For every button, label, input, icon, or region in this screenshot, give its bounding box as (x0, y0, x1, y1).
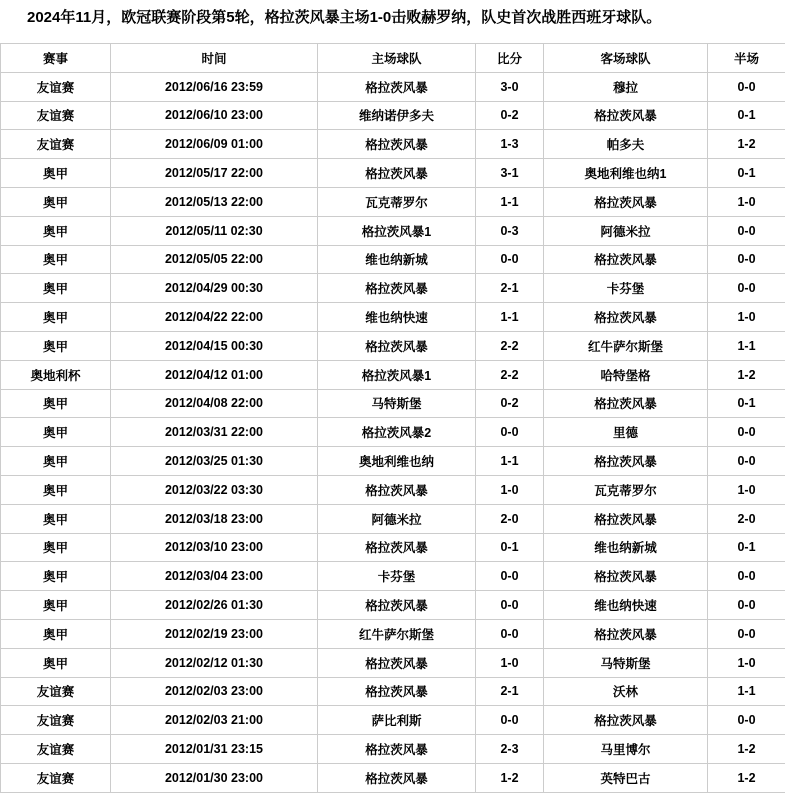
cell-home: 萨比利斯 (318, 706, 476, 735)
column-header-away-team: 客场球队 (544, 44, 708, 73)
cell-time: 2012/02/03 23:00 (111, 677, 318, 706)
match-row (1, 389, 785, 418)
cell-competition: 奥甲 (1, 533, 111, 562)
cell-competition: 奥甲 (1, 331, 111, 360)
match-row (1, 735, 785, 764)
cell-competition: 奥甲 (1, 303, 111, 332)
cell-half: 1-2 (708, 735, 785, 764)
cell-competition: 奥甲 (1, 648, 111, 677)
cell-half: 1-2 (708, 360, 785, 389)
cell-time: 2012/03/04 23:00 (111, 562, 318, 591)
cell-competition: 奥甲 (1, 389, 111, 418)
match-row (1, 331, 785, 360)
cell-score: 0-0 (476, 245, 544, 274)
cell-time: 2012/01/30 23:00 (111, 763, 318, 792)
cell-away: 马里博尔 (544, 735, 708, 764)
cell-time: 2012/02/12 01:30 (111, 648, 318, 677)
cell-score: 2-0 (476, 504, 544, 533)
cell-away: 格拉茨风暴 (544, 619, 708, 648)
cell-time: 2012/05/17 22:00 (111, 159, 318, 188)
match-row (1, 360, 785, 389)
cell-half: 1-1 (708, 677, 785, 706)
cell-time: 2012/05/05 22:00 (111, 245, 318, 274)
cell-half: 0-1 (708, 389, 785, 418)
cell-score: 2-1 (476, 677, 544, 706)
match-row (1, 447, 785, 476)
cell-competition: 奥甲 (1, 274, 111, 303)
cell-time: 2012/05/11 02:30 (111, 216, 318, 245)
cell-competition: 友谊赛 (1, 677, 111, 706)
cell-away: 帕多夫 (544, 130, 708, 159)
cell-time: 2012/04/15 00:30 (111, 331, 318, 360)
match-row (1, 677, 785, 706)
match-row (1, 562, 785, 591)
cell-away: 格拉茨风暴 (544, 101, 708, 130)
cell-time: 2012/02/19 23:00 (111, 619, 318, 648)
cell-score: 3-0 (476, 72, 544, 101)
cell-home: 卡芬堡 (318, 562, 476, 591)
cell-home: 格拉茨风暴1 (318, 216, 476, 245)
cell-competition: 奥甲 (1, 187, 111, 216)
cell-time: 2012/04/22 22:00 (111, 303, 318, 332)
column-header-time: 时间 (111, 44, 318, 73)
cell-half: 1-0 (708, 475, 785, 504)
cell-away: 格拉茨风暴 (544, 706, 708, 735)
cell-half: 1-2 (708, 130, 785, 159)
cell-away: 红牛萨尔斯堡 (544, 331, 708, 360)
cell-competition: 友谊赛 (1, 706, 111, 735)
cell-half: 1-1 (708, 331, 785, 360)
cell-competition: 奥甲 (1, 418, 111, 447)
cell-score: 1-3 (476, 130, 544, 159)
cell-home: 维纳诺伊多夫 (318, 101, 476, 130)
match-table-header (1, 44, 785, 73)
cell-half: 0-0 (708, 72, 785, 101)
cell-score: 1-1 (476, 303, 544, 332)
cell-score: 0-1 (476, 533, 544, 562)
cell-away: 格拉茨风暴 (544, 504, 708, 533)
match-row (1, 130, 785, 159)
cell-competition: 奥甲 (1, 447, 111, 476)
cell-competition: 友谊赛 (1, 735, 111, 764)
cell-home: 瓦克蒂罗尔 (318, 187, 476, 216)
cell-score: 1-2 (476, 763, 544, 792)
cell-competition: 友谊赛 (1, 101, 111, 130)
cell-time: 2012/03/10 23:00 (111, 533, 318, 562)
cell-competition: 友谊赛 (1, 130, 111, 159)
cell-score: 2-3 (476, 735, 544, 764)
cell-time: 2012/04/29 00:30 (111, 274, 318, 303)
match-row (1, 187, 785, 216)
cell-away: 哈特堡格 (544, 360, 708, 389)
cell-score: 2-2 (476, 360, 544, 389)
cell-half: 0-1 (708, 159, 785, 188)
match-results-table (0, 43, 785, 793)
cell-home: 格拉茨风暴 (318, 130, 476, 159)
match-row (1, 303, 785, 332)
cell-home: 奥地利维也纳 (318, 447, 476, 476)
cell-away: 英特巴古 (544, 763, 708, 792)
cell-half: 1-0 (708, 187, 785, 216)
cell-half: 0-1 (708, 101, 785, 130)
cell-home: 格拉茨风暴 (318, 533, 476, 562)
cell-competition: 奥甲 (1, 504, 111, 533)
cell-time: 2012/01/31 23:15 (111, 735, 318, 764)
cell-score: 0-0 (476, 418, 544, 447)
cell-away: 格拉茨风暴 (544, 187, 708, 216)
cell-away: 瓦克蒂罗尔 (544, 475, 708, 504)
cell-home: 格拉茨风暴 (318, 677, 476, 706)
match-row (1, 475, 785, 504)
cell-half: 0-0 (708, 562, 785, 591)
cell-half: 1-0 (708, 303, 785, 332)
cell-score: 0-0 (476, 562, 544, 591)
cell-score: 2-1 (476, 274, 544, 303)
cell-home: 格拉茨风暴 (318, 159, 476, 188)
cell-score: 1-1 (476, 187, 544, 216)
cell-half: 2-0 (708, 504, 785, 533)
cell-home: 阿德米拉 (318, 504, 476, 533)
cell-half: 1-2 (708, 763, 785, 792)
cell-competition: 友谊赛 (1, 72, 111, 101)
cell-half: 0-0 (708, 447, 785, 476)
cell-time: 2012/04/08 22:00 (111, 389, 318, 418)
cell-home: 维也纳快速 (318, 303, 476, 332)
match-row (1, 216, 785, 245)
cell-time: 2012/02/26 01:30 (111, 591, 318, 620)
cell-home: 格拉茨风暴 (318, 648, 476, 677)
cell-away: 维也纳新城 (544, 533, 708, 562)
match-row (1, 101, 785, 130)
match-row (1, 619, 785, 648)
cell-time: 2012/02/03 21:00 (111, 706, 318, 735)
match-row (1, 504, 785, 533)
cell-away: 格拉茨风暴 (544, 562, 708, 591)
cell-score: 0-3 (476, 216, 544, 245)
cell-time: 2012/06/16 23:59 (111, 72, 318, 101)
cell-half: 0-0 (708, 245, 785, 274)
cell-home: 红牛萨尔斯堡 (318, 619, 476, 648)
cell-half: 0-0 (708, 706, 785, 735)
cell-score: 2-2 (476, 331, 544, 360)
cell-competition: 奥甲 (1, 475, 111, 504)
header-row (1, 44, 785, 73)
cell-time: 2012/03/25 01:30 (111, 447, 318, 476)
cell-competition: 奥地利杯 (1, 360, 111, 389)
cell-score: 3-1 (476, 159, 544, 188)
cell-away: 卡芬堡 (544, 274, 708, 303)
cell-score: 0-2 (476, 389, 544, 418)
cell-home: 格拉茨风暴 (318, 763, 476, 792)
cell-score: 0-0 (476, 619, 544, 648)
cell-away: 格拉茨风暴 (544, 389, 708, 418)
column-header-half-time: 半场 (708, 44, 785, 73)
cell-score: 0-2 (476, 101, 544, 130)
cell-away: 马特斯堡 (544, 648, 708, 677)
cell-home: 格拉茨风暴 (318, 72, 476, 101)
cell-home: 格拉茨风暴 (318, 591, 476, 620)
cell-time: 2012/03/18 23:00 (111, 504, 318, 533)
match-row (1, 706, 785, 735)
cell-away: 格拉茨风暴 (544, 447, 708, 476)
cell-time: 2012/03/31 22:00 (111, 418, 318, 447)
cell-away: 沃林 (544, 677, 708, 706)
match-row (1, 245, 785, 274)
match-row (1, 159, 785, 188)
cell-home: 格拉茨风暴1 (318, 360, 476, 389)
cell-competition: 奥甲 (1, 159, 111, 188)
cell-home: 格拉茨风暴 (318, 274, 476, 303)
cell-competition: 奥甲 (1, 216, 111, 245)
cell-away: 穆拉 (544, 72, 708, 101)
match-table-body (1, 72, 785, 792)
cell-time: 2012/06/09 01:00 (111, 130, 318, 159)
page-title: 2024年11月，欧冠联赛阶段第5轮，格拉茨风暴主场1-0击败赫罗纳，队史首次战胜西班牙球队。 (0, 0, 785, 27)
cell-away: 奥地利维也纳1 (544, 159, 708, 188)
cell-home: 维也纳新城 (318, 245, 476, 274)
cell-time: 2012/06/10 23:00 (111, 101, 318, 130)
column-header-home-team: 主场球队 (318, 44, 476, 73)
cell-score: 1-0 (476, 648, 544, 677)
cell-away: 里德 (544, 418, 708, 447)
match-row (1, 533, 785, 562)
column-header-score: 比分 (476, 44, 544, 73)
column-header-competition: 赛事 (1, 44, 111, 73)
cell-score: 1-0 (476, 475, 544, 504)
cell-away: 维也纳快速 (544, 591, 708, 620)
cell-half: 0-0 (708, 274, 785, 303)
match-row (1, 274, 785, 303)
cell-competition: 奥甲 (1, 245, 111, 274)
cell-away: 格拉茨风暴 (544, 245, 708, 274)
cell-competition: 友谊赛 (1, 763, 111, 792)
cell-half: 1-0 (708, 648, 785, 677)
match-row (1, 591, 785, 620)
match-row (1, 763, 785, 792)
cell-away: 阿德米拉 (544, 216, 708, 245)
cell-score: 1-1 (476, 447, 544, 476)
cell-away: 格拉茨风暴 (544, 303, 708, 332)
cell-time: 2012/05/13 22:00 (111, 187, 318, 216)
cell-home: 格拉茨风暴 (318, 735, 476, 764)
cell-time: 2012/03/22 03:30 (111, 475, 318, 504)
cell-competition: 奥甲 (1, 619, 111, 648)
cell-home: 格拉茨风暴 (318, 331, 476, 360)
cell-half: 0-1 (708, 533, 785, 562)
cell-half: 0-0 (708, 591, 785, 620)
cell-score: 0-0 (476, 706, 544, 735)
cell-home: 马特斯堡 (318, 389, 476, 418)
cell-score: 0-0 (476, 591, 544, 620)
match-row (1, 418, 785, 447)
cell-half: 0-0 (708, 418, 785, 447)
cell-half: 0-0 (708, 619, 785, 648)
cell-time: 2012/04/12 01:00 (111, 360, 318, 389)
cell-competition: 奥甲 (1, 562, 111, 591)
cell-home: 格拉茨风暴2 (318, 418, 476, 447)
match-row (1, 648, 785, 677)
cell-competition: 奥甲 (1, 591, 111, 620)
cell-half: 0-0 (708, 216, 785, 245)
cell-home: 格拉茨风暴 (318, 475, 476, 504)
match-row (1, 72, 785, 101)
